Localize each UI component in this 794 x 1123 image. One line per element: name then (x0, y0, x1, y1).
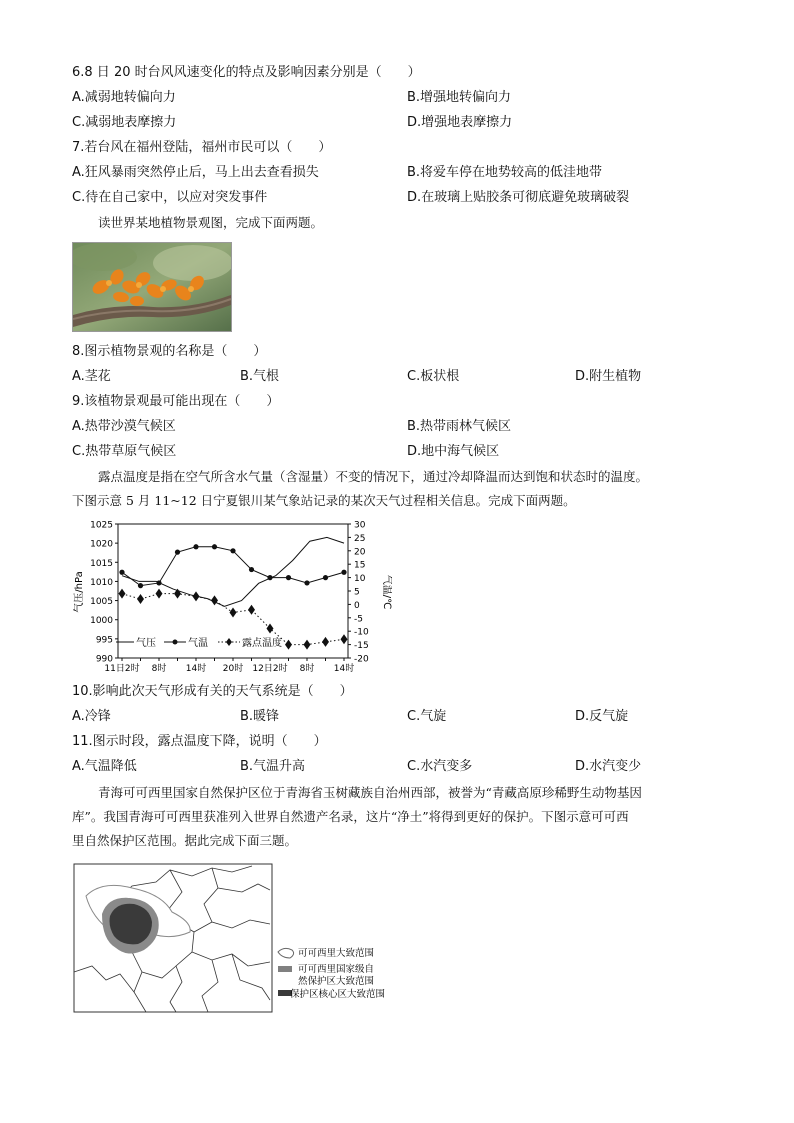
y-left-tick-label: 1000 (90, 616, 113, 627)
q6-option-a: A.减弱地转偏向力 (72, 90, 176, 105)
q7-option-b: B.将爱车停在地势较高的低洼地带 (407, 165, 603, 180)
q10-option-d: D.反气旋 (575, 709, 629, 724)
dew-intro (72, 465, 722, 513)
legend-range-label: 可可西里大致范围 (298, 948, 375, 959)
y-right-tick-label: 25 (354, 533, 366, 544)
legend-temp-marker (173, 640, 178, 645)
chart-legend (116, 636, 282, 649)
dew-point-marker (267, 624, 274, 634)
temperature-point (138, 583, 143, 588)
q9-option-a: A.热带沙漠气候区 (72, 419, 176, 434)
x-tick-label: 8时 (299, 664, 315, 674)
q10-stem: 10.影响此次天气形成有关的天气系统是（ ） (72, 684, 353, 699)
q11-option-b: B.气温升高 (240, 759, 306, 774)
temperature-point (323, 575, 328, 580)
q8-stem: 8.图示植物景观的名称是（ ） (72, 344, 267, 359)
map-intro-line3: 里自然保护区范围。据此完成下面三题。 (72, 833, 298, 848)
temperature-point (341, 570, 346, 575)
q10-option-a: A.冷锋 (72, 709, 111, 724)
q8-option-b: B.气根 (240, 369, 280, 384)
plant-intro (72, 211, 722, 235)
q9-option-c: C.热带草原气候区 (72, 444, 177, 459)
map-legend (278, 947, 385, 1000)
legend-reserve-label-1: 可可西里国家级自 (298, 964, 375, 975)
y-right-tick-label: 10 (354, 574, 366, 585)
legend-core-label: 保护区核心区大致范围 (290, 989, 386, 1000)
temperature-point (286, 575, 291, 580)
dew-intro-line2: 下图示意 5 月 11~12 日宁夏银川某气象站记录的某次天气过程相关信息。完成下面两题。 (72, 493, 576, 508)
x-tick-label: 14时 (185, 664, 207, 674)
y-right-tick-label: -20 (354, 654, 369, 665)
cauliflory-flowers-image (73, 243, 231, 331)
legend-dew-marker (226, 638, 232, 646)
y-axis-right-label: 气温/℃ (381, 574, 392, 610)
dew-point-marker (137, 594, 144, 604)
y-left-tick-label: 1025 (90, 520, 113, 531)
legend-pressure-label: 气压 (136, 638, 156, 649)
dew-point-line (122, 594, 344, 645)
legend-temp-label: 气温 (188, 638, 208, 649)
plant-intro-text: 读世界某地植物景观图，完成下面两题。 (98, 215, 324, 230)
temperature-point (304, 580, 309, 585)
dew-point-marker (285, 640, 292, 650)
legend-reserve-label-2: 然保护区大致范围 (298, 976, 375, 987)
y-right-tick-label: -15 (354, 641, 369, 652)
dew-point-marker (156, 589, 163, 599)
q10-option-b: B.暖锋 (240, 709, 280, 724)
y-axis-left-label: 气压/hPa (74, 571, 85, 613)
q11-stem: 11.图示时段，露点温度下降，说明（ ） (72, 734, 327, 749)
q11-option-a: A.气温降低 (72, 759, 137, 774)
x-tick-label: 11日2时 (104, 664, 140, 674)
temperature-point (175, 550, 180, 555)
q6-stem: 6.8 日 20 时台风风速变化的特点及影响因素分别是（ ） (72, 65, 421, 80)
legend-range-swatch (278, 948, 294, 958)
y-right-tick-label: 15 (354, 560, 366, 571)
q11-option-d: D.水汽变少 (575, 759, 642, 774)
temperature-point (193, 544, 198, 549)
kekexili-map-svg (72, 862, 422, 1014)
q8-option-d: D.附生植物 (575, 369, 642, 384)
dew-point-marker (322, 637, 329, 647)
temperature-point (212, 544, 217, 549)
q7-option-c: C.待在自己家中，以应对突发事件 (72, 190, 268, 205)
x-tick-label: 20时 (222, 664, 244, 674)
q6-option-b: B.增强地转偏向力 (407, 90, 512, 105)
temperature-point (230, 548, 235, 553)
y-right-tick-label: 30 (354, 520, 366, 531)
y-left-tick-label: 1015 (90, 558, 113, 569)
q7-option-a: A.狂风暴雨突然停止后，马上出去查看损失 (72, 165, 319, 180)
dew-point-marker (211, 595, 218, 605)
y-left-tick-label: 1005 (90, 597, 113, 608)
y-right-tick-label: 5 (354, 587, 360, 598)
q10-option-c: C.气旋 (407, 709, 447, 724)
temperature-point (119, 570, 124, 575)
x-tick-label: 8时 (151, 664, 167, 674)
q9-option-d: D.地中海气候区 (407, 444, 500, 459)
map-intro (72, 781, 722, 853)
q7-option-d: D.在玻璃上贴胶条可彻底避免玻璃破裂 (407, 190, 630, 205)
y-right-tick-label: -10 (354, 627, 369, 638)
dew-point-marker (119, 589, 126, 599)
x-tick-label: 14时 (333, 664, 355, 674)
dew-point-marker (248, 605, 255, 615)
weather-chart (72, 514, 392, 678)
map-intro-line1: 青海可可西里国家自然保护区位于青海省玉树藏族自治州西部，被誉为“青藏高原珍稀野生动物基因 (98, 785, 642, 800)
y-left-tick-label: 990 (95, 654, 113, 665)
q6-option-c: C.减弱地表摩擦力 (72, 115, 177, 130)
dew-point-marker (341, 634, 348, 644)
dew-point-marker (230, 607, 237, 617)
weather-chart-svg (72, 514, 392, 678)
dew-point-marker (304, 640, 311, 650)
dew-point-marker (193, 591, 200, 601)
temperature-point (156, 580, 161, 585)
dew-intro-line1: 露点温度是指在空气所含水气量（含湿量）不变的情况下，通过冷却降温而达到饱和状态时的温度。 (98, 469, 649, 484)
y-left-tick-label: 1020 (90, 539, 113, 550)
temperature-point (267, 575, 272, 580)
q8-option-a: A.茎花 (72, 369, 111, 384)
y-left-tick-label: 1010 (90, 577, 113, 588)
q9-stem: 9.该植物景观最可能出现在（ ） (72, 394, 280, 409)
plant-photo (72, 242, 232, 332)
x-tick-label: 12日2时 (252, 664, 288, 674)
map-intro-line2: 库”。我国青海可可西里获准列入世界自然遗产名录，这片“净土”将得到更好的保护。下图示意可可西 (72, 809, 629, 824)
y-left-tick-label: 995 (95, 635, 113, 646)
q6-option-d: D.增强地表摩擦力 (407, 115, 513, 130)
q9-option-b: B.热带雨林气候区 (407, 419, 512, 434)
y-right-tick-label: 20 (354, 547, 366, 558)
temperature-point (249, 567, 254, 572)
q11-option-c: C.水汽变多 (407, 759, 473, 774)
q8-option-c: C.板状根 (407, 369, 460, 384)
legend-reserve-swatch (278, 966, 292, 972)
pressure-line (122, 537, 344, 606)
y-right-tick-label: -5 (354, 614, 363, 625)
kekexili-map (72, 862, 422, 1014)
legend-dew-label: 露点温度 (242, 638, 282, 649)
q7-stem: 7.若台风在福州登陆，福州市民可以（ ） (72, 140, 332, 155)
y-right-tick-label: 0 (354, 600, 360, 611)
